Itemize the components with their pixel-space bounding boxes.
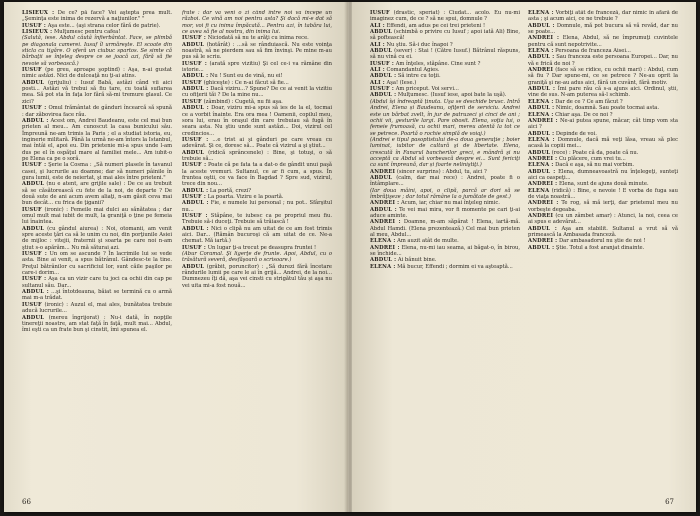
dialogue-line bbox=[370, 10, 520, 23]
dialogue-line bbox=[182, 86, 332, 99]
dialogue-text: Ştie. Totul a fost aranjat dinainte. bbox=[555, 244, 645, 251]
speaker-name: ELENA : bbox=[370, 238, 396, 245]
dialogue-text: (sincer surprins) : Abdul, tu, aici ? bbox=[396, 168, 487, 175]
dialogue-text: (arată spre vizitiu) Şi cel ce-i va rămâne din istorie... bbox=[182, 60, 332, 74]
speaker-name: ANDREI : bbox=[370, 200, 400, 207]
dialogue-text: Elena, Abdul, să ne împrumuţi cuvintele pentru că sunt nepotrivite... bbox=[528, 35, 678, 48]
speaker-name: ABDUL : bbox=[528, 225, 558, 232]
speaker-name: ALI : bbox=[370, 22, 385, 29]
speaker-name: ANDREI : bbox=[370, 244, 400, 251]
speaker-name: ABDUL : bbox=[182, 73, 209, 80]
dialogue-line bbox=[370, 264, 520, 270]
speaker-name: ELENA : bbox=[528, 98, 554, 105]
speaker-name: ELENA bbox=[528, 187, 550, 194]
dialogue-text: Niciodată să nu te arăţi cu inima rece. bbox=[207, 35, 309, 42]
speaker-name: ANDREI bbox=[528, 213, 554, 219]
speaker-name: IUSUF : bbox=[182, 162, 207, 169]
dialogue-text: Acest om, Andrei Baudeanu, este cel mai bun prieten al meu... Am cunoscut la casa bunicului său. Împreună ne-am trimis la Paris ; el a studiat istoria, eu, inginerie militară. Până la urmă ne-am întors la Istanbul, mai întâi el, apoi eu. Din prietenie mi-a spus unde l-am dus pe el în ospăţul mare al familiei mele... Am iubit-o pe Elena ca pe o soră. bbox=[22, 117, 172, 162]
speaker-name: ABDUL bbox=[22, 181, 45, 188]
dialogue-text: Am auzit atât de multe. bbox=[397, 238, 459, 245]
dialogue-text: (ghiceşte) : Ce n-ai făcut să fie... bbox=[203, 79, 289, 86]
dialogue-text: (ironic) : Auzul el, mai ales, bunătatea trebuie aducă lucrurile... bbox=[22, 301, 172, 315]
dialogue-line bbox=[528, 35, 678, 48]
left-page bbox=[4, 2, 348, 512]
speaker-name: ABDUL : bbox=[182, 225, 209, 232]
dialogue-line bbox=[528, 86, 678, 99]
dialogue-line bbox=[182, 42, 332, 61]
speaker-name: ABDUL : bbox=[528, 130, 555, 137]
dialogue-text: (sever) : Stai ! (Către Iusuf.) Bătrânul răspuns, să nu vină cu ei. bbox=[370, 48, 520, 61]
speaker-name: ANDREI : bbox=[370, 219, 401, 226]
dialogue-line bbox=[528, 118, 678, 131]
dialogue-text: (zâmbind) : Cugetă, nu fii aşa. bbox=[203, 98, 283, 105]
dialogue-text: ...şi întotdeauna, băiat se termină cu o armă mai m-a trădat. bbox=[22, 289, 172, 302]
speaker-name: ELENA : bbox=[528, 162, 554, 169]
speaker-name: ABDUL : bbox=[528, 86, 556, 93]
dialogue-text: Dar de ce ? Ce am făcut ? bbox=[555, 98, 623, 105]
dialogue-text: Un om se ascunde ? În lacrimile lui se vede asta. Bine ai venit, a spus bătrânul. Gândesc-te la tine. Preţul bătrânilor cu sacrificiul lor, sunt căile paşilor pe care-i dorim... bbox=[22, 251, 172, 277]
speaker-name: ALI : bbox=[370, 41, 385, 48]
page-number-right: 67 bbox=[665, 498, 674, 506]
dialogue-line bbox=[22, 315, 172, 334]
speaker-name: ANDREI : bbox=[528, 117, 558, 124]
dialogue-text: (nu e atent, are grijile sale) : De ce au trebuit să se căsătorească cu fete de la noi, de departe ? De două sute de ani acum avem aliaţi, n-am găsit ceva mai bun decât... cu frica de ţiganii? bbox=[22, 181, 172, 207]
dialogue-line bbox=[370, 188, 520, 201]
dialogue-text: Şerie la Cosma : „Să numeri plasele în tavanul casei, şi lucrurile au doamne; dar să numeri pâinile în gura lumii, este de neiertat, şi mai ales între prieteni." bbox=[22, 162, 172, 181]
right-page bbox=[352, 2, 696, 512]
dialogue-text: Nu ştiu. Să-i duc înapoi ? bbox=[386, 41, 453, 48]
speaker-name: IUSUF : bbox=[22, 22, 47, 29]
speaker-name: IUSUF : bbox=[182, 213, 208, 219]
speaker-name: IUSUF : bbox=[22, 162, 47, 169]
dialogue-line bbox=[370, 99, 520, 137]
dialogue-line bbox=[528, 169, 678, 182]
speaker-name: IUSUF : bbox=[182, 136, 209, 143]
dialogue-text: Poate că pe fata ta a dat-o de gândit unui paşă la aceste vremuri. Sultanul, ce ar fi cum, a spus. În fruntea oştii, ce va face în Bagdad ? Spre sud, vizirul, trece din nou... bbox=[182, 162, 332, 188]
speaker-name: ALI : bbox=[370, 67, 385, 74]
dialogue-line bbox=[528, 137, 678, 150]
dialogue-line bbox=[528, 213, 678, 226]
dialogue-line bbox=[370, 245, 520, 258]
speaker-name: ABDUL : bbox=[528, 244, 555, 251]
speaker-name: ABDUL : bbox=[370, 257, 397, 264]
dialogue-text: Chiar aşa. De ce noi ? bbox=[555, 111, 613, 118]
left-page-column-1 bbox=[22, 10, 172, 490]
speaker-name: ABDUL bbox=[182, 41, 205, 48]
dialogue-text: ...e trist ai şi gânduri pe care vreau cu adevărat. Şi ce, doresc să... Poate că vizirul a şi ştiut... bbox=[182, 136, 332, 150]
speaker-name: IUSUF : bbox=[182, 35, 207, 42]
dialogue-text: Dar ambasadorul nu ştie de noi ! bbox=[558, 238, 646, 245]
speaker-name: ABDUL : bbox=[370, 92, 397, 99]
dialogue-text: Domnule, mă pot bucura să vă revăd, dar nu se poate... bbox=[528, 22, 678, 36]
dialogue-line bbox=[370, 29, 520, 42]
dialogue-text: (cu gândul aiurea) : Noi, otomanii, am venit spre aceste ţări ca să le unim cu noi, din porţiunile Asiei de mijloc : vitejii, fraternii şi soarta pe care noi n-am ştiut s-o apărăm... Nu mă săturai azi. bbox=[22, 225, 172, 251]
dialogue-line bbox=[22, 162, 172, 181]
dialogue-line bbox=[182, 213, 332, 226]
dialogue-text: Acum, iar, chiar nu mai înţeleg nimic. bbox=[400, 200, 500, 207]
dialogue-line bbox=[22, 302, 172, 315]
speaker-name: ABDUL : bbox=[22, 117, 49, 124]
dialogue-text: Nimic, doamnă. Sau poate tocmai asta. bbox=[555, 105, 660, 112]
speaker-name: ELENA : bbox=[370, 263, 396, 270]
speaker-name: ANDREI : bbox=[528, 200, 559, 207]
speaker-name: IUSUF bbox=[182, 98, 202, 105]
speaker-name: IUSUF : bbox=[22, 251, 47, 258]
dialogue-text: Vorbiţi atât de franceză, dar nimic în afară de asta ; şi acum aici, ce ne trebuie ? bbox=[528, 10, 678, 23]
dialogue-text: Aşa am stabilit. Sultanul a vrut să vă primească la Ambasada franceză. bbox=[528, 225, 678, 239]
speaker-name: ABDUL : bbox=[528, 105, 555, 112]
dialogue-line bbox=[528, 54, 678, 67]
dialogue-text: Stăpâne, te iubesc ca pe propriul meu fiu. Trebuie să-i duceţi. Trebuie să trăiască ! bbox=[182, 213, 332, 226]
dialogue-text: (hotărât) : ...să se rânduiască. Nu este voinţa noastră, să ne pierdem sau să fim învinşi. Pe mine m-au pus să le scriu. bbox=[182, 41, 332, 61]
stage-direction: (Andrei e tipul pasoptistului de-a doua generaţie ; boier luminat, iubitor de cultură şi de libertate. Elena, crescută în Fanarul bancherilor greci, e mândră şi nu acceptă ca Abdul să vorbească despre ei... Sunt fericiţi ca sunt împreună, dar și foarte neliniştiţi.) bbox=[370, 136, 520, 169]
dialogue-line bbox=[528, 23, 678, 36]
dialogue-text: (ridică sprâncenele) : Bine, şi totuşi, o să trebuie să... bbox=[182, 149, 332, 162]
dialogue-text: Aşa! (Iese.) bbox=[386, 79, 417, 86]
speaker-name: ABDUL : bbox=[528, 168, 556, 175]
speaker-name: IUSUF : bbox=[182, 60, 207, 67]
dialogue-text: (drastic, speriat) : Ciudat... acolo. Eu nu-mi imaginez cum, de ce ? să ne spui, domnule ? bbox=[370, 10, 520, 23]
speaker-name: ANDREI bbox=[370, 168, 396, 175]
dialogue-text: Nici o clipă nu am uitat de ce am fost trimis aici. Dar... (Rămân bucuroşi că am uitat de ce. Ne-a chemat. Mă iartă.) bbox=[182, 225, 332, 245]
dialogue-line bbox=[528, 200, 678, 213]
dialogue-line bbox=[528, 188, 678, 201]
dialogue-line bbox=[182, 162, 332, 187]
right-page-column-1 bbox=[370, 10, 520, 490]
speaker-name: IUSUF bbox=[22, 206, 42, 213]
dialogue-text: (cu un zâmbet amar) : Atunci, la noi, ceea ce ai spus e adevărat... bbox=[528, 213, 678, 226]
speaker-name: IUSUF : bbox=[370, 86, 395, 93]
speaker-name: ANDREI : bbox=[528, 155, 558, 162]
dialogue-text: Ai bănuit bine. bbox=[397, 257, 437, 264]
dialogue-text: (ironic) : Femeile mai dulci au sănătatea ; dar omul mult mai iubit de mult, la graniţă o ţine pe femeia lui înaintea. bbox=[22, 206, 172, 226]
speaker-name: ABDUL : bbox=[182, 105, 209, 112]
dialogue-text: Dacă viziru...? Spune? De ce ai venit la vizitiu cu ofiţerii tăi ? De la mine nu... bbox=[182, 86, 332, 99]
dialogue-text: La poarta. Viziru e la poartă. bbox=[207, 193, 284, 200]
dialogue-line bbox=[22, 226, 172, 251]
dialogue-text: (grijuliu) : Iusuf Babă, astăzi când vii aici posti... Astăzi vă trebui să fiu tare, cu toată suflarea mea. Să pot sta în faţa lor fără să-mi tremure glasul. Ce zici? bbox=[22, 79, 172, 105]
speaker-name: LISIEUX : bbox=[22, 29, 53, 36]
dialogue-line bbox=[182, 264, 332, 289]
dialogue-line bbox=[22, 105, 172, 118]
open-book bbox=[4, 2, 696, 512]
dialogue-text: De ce? pă face? Vei aştepta prea mult. „Şeminţa este inima de rezervă a naţiunilor." " bbox=[22, 10, 172, 23]
dialogue-line bbox=[22, 67, 172, 80]
speaker-name: ABDUL bbox=[182, 149, 205, 156]
speaker-name: IUSUF bbox=[370, 10, 390, 16]
dialogue-line bbox=[182, 61, 332, 74]
speaker-name: ELENA : bbox=[528, 136, 555, 143]
dialogue-line bbox=[182, 105, 332, 137]
dialogue-text: La portă, crezi? bbox=[209, 187, 252, 194]
dialogue-text: Mulţumesc pentru cafea! bbox=[53, 29, 121, 36]
dialogue-text: Elena, nu-mi iau seama, ai băgat-o, în birou, se închide... bbox=[370, 244, 520, 258]
speaker-name: IUSUF : bbox=[370, 60, 395, 67]
dialogue-text: Elena, sunt de ajuns două minute. bbox=[558, 181, 649, 188]
dialogue-text: (pe greu, aproape şoptind) : Aşa, n-ai gustat nimic astăzi. Nici de dulceaţă nu ţi-ai atins. bbox=[22, 67, 172, 80]
dialogue-text: (mereu îngrijorat) : Nu-i dată, în nopţile tinereţii noastre, am stat faţă în faţă, mult mai... Abdul, îmi eşti ca un frate bun şi cinstit, îmi spunea el. bbox=[22, 314, 172, 334]
dialogue-text: (grăbit, poruncitor) : „Să durezi fără încetare rândurile lumii pe care le ai în grijă... Andrei, de la noi... Dumnezeu îţi dă, aşa vei cinsti cu strigătul tău și aşa nu vei uita mi-a fost nouă... bbox=[182, 263, 332, 289]
stage-direction: (Iar doua mâini, apoi, o clipă, parcă ar dori să se îmbrăţişeze ; dar totul rămâne la o jumătate de gest.) bbox=[370, 187, 520, 200]
speaker-name: ABDUL bbox=[528, 149, 551, 156]
dialogue-line bbox=[182, 226, 332, 245]
dialogue-line bbox=[370, 207, 520, 220]
speaker-name: ABDUL : bbox=[370, 206, 397, 213]
speaker-name: ALI : bbox=[370, 79, 385, 86]
dialogue-text: Nu ! Sunt eu de vină, nu ei! bbox=[209, 73, 283, 80]
dialogue-line bbox=[22, 207, 172, 226]
dialogue-text: Doar, viziru mi-a spus să ies de la el, tocmai ce a vorbit înainte. Era ora mea ! Oamenii, copilul meu, sora lui, erau în oraşul din care trebuiau să fugă în seara asta. Nu ştiu unde sunt astăzi... Doi, vizirul cel credincios... bbox=[182, 105, 332, 137]
dialogue-line bbox=[22, 251, 172, 276]
dialogue-text: (rece) : Poate că da, poate că nu. bbox=[551, 149, 639, 156]
stage-direction: (Abdul își îndreaptă ținuta. Uşa se deschide brusc. Intră Andrei, Elena și Baudeanu, ofiţerii de serviciu. Andrei este un bărbat zvelt, în jur de patruzeci şi cinci de ani ; ochii vii, gesturile largi. Pare obosit. Elena, soţia lui, o femeie frumoasă, cu ochii mari, mereu atentă la tot ce se petrece. Poartă o rochie simplă de voiaj.) bbox=[370, 98, 520, 137]
speaker-name: ABDUL : bbox=[528, 54, 555, 61]
speaker-name: ELENA : bbox=[528, 111, 554, 118]
dialogue-line bbox=[182, 137, 332, 150]
speaker-name: ABDUL : bbox=[370, 73, 397, 80]
dialogue-line bbox=[22, 80, 172, 105]
dialogue-text: Elena, dumneavoastră nu înţelegeţi, sunteţi aici ca oaspeţi... bbox=[528, 168, 678, 181]
dialogue-text: (face să se ridice, cu ochii mari) : Abdul, cum să fiu ? Dar spune-mi, ce se petrece ? Ne-au oprit la graniţă şi ne-au adus aici, fără un cuvânt, fără motiv. bbox=[528, 67, 678, 86]
dialogue-line bbox=[370, 48, 520, 61]
dialogue-line bbox=[528, 245, 678, 251]
speaker-name: ANDREI : bbox=[528, 181, 558, 188]
dialogue-text: Depinde de voi. bbox=[555, 130, 597, 137]
speaker-name: IUSUF : bbox=[182, 193, 207, 200]
dialogue-text: Îmi pare rău că s-a ajuns aici. Ordinul, ştii, vine de sus. N-am puterea să-l schimb. bbox=[528, 86, 678, 99]
speaker-name: IUSUF bbox=[22, 301, 42, 308]
dialogue-text: Mulţumesc. (Iusuf iese, apoi bate la uşă). bbox=[397, 92, 507, 99]
dialogue-text: (ridică) : Bine, e nevoie ! E vorba de fuga sau de viaţa noastră... bbox=[528, 187, 678, 200]
dialogue-line bbox=[22, 181, 172, 206]
left-page-column-2 bbox=[182, 10, 332, 490]
dialogue-text: Domnule, dacă mă veţi lăsa, vreau să plec acasă la copiii mei... bbox=[528, 136, 678, 150]
dialogue-text: Dacă e aşa, să nu mai vorbim. bbox=[555, 162, 635, 169]
speaker-name: ABDUL bbox=[22, 79, 45, 86]
dialogue-text: Aşa este... (aşi strana celor fără de patrie). bbox=[47, 22, 161, 29]
speaker-name: ABDUL : bbox=[182, 200, 209, 207]
stage-direction: (Salută, iese. Abdul câutâ înfierbântat. Face, se plimbă pe diagonala camerei. Iusuf îl urmăreşte. El scoate din sticla cu tigăre. O oferă un ciubuc spartos. Se simte că bărbaţii se înţeleg despre ce se joacă azi, fără să fie nevoie să vorbească.) bbox=[22, 35, 172, 67]
speaker-name: IUSUF : bbox=[22, 105, 47, 112]
dialogue-text: Un lugar ţi-a trecut pe deasupra fruntei ! bbox=[207, 244, 317, 251]
dialogue-text: Am înţeles, stăpâne. Cine sunt ? bbox=[395, 60, 481, 67]
speaker-name: ABDUL bbox=[370, 174, 393, 181]
speaker-name: IUSUF : bbox=[182, 244, 207, 251]
speaker-name: ABDUL : bbox=[528, 22, 555, 29]
dialogue-text: Să intre cu toţii. bbox=[397, 73, 441, 80]
dialogue-text: Aşa ca un vizir care tu joci ca ochii din cap pe sultanul său. Dar... bbox=[22, 276, 172, 289]
speaker-name: IUSUF bbox=[22, 67, 42, 74]
dialogue-line bbox=[182, 200, 332, 213]
speaker-name: ABDUL bbox=[370, 29, 393, 36]
page-number-left: 66 bbox=[22, 498, 31, 506]
dialogue-line bbox=[370, 175, 520, 188]
dialogue-text: Persoana de franceza Aisei... bbox=[555, 48, 631, 55]
dialogue-line bbox=[528, 226, 678, 239]
dialogue-line bbox=[22, 10, 172, 23]
speaker-name: ANDREI bbox=[528, 67, 554, 74]
speaker-name: LISIEUX : bbox=[22, 10, 55, 16]
dialogue-text: Doamne, m-am săpărat ! Elena, iartă-mă. Abdul Hamdi. (Elena prezentează.) Cel mai bun prieten al meu, Abdul... bbox=[370, 219, 520, 239]
speaker-name: ANDREI : bbox=[528, 35, 560, 42]
dialogue-line bbox=[528, 67, 678, 86]
speaker-name: ABDUL bbox=[22, 225, 45, 232]
speaker-name: ELENA : bbox=[528, 48, 554, 55]
dialogue-line bbox=[528, 10, 678, 23]
speaker-name: ABDUL : bbox=[182, 86, 209, 93]
stage-direction: frate : dar va veni o zi când între noi va începe un război. Ce vină am noi pentru asta? Şi dacă mi-e dat să mor, voi fi cu inima împăcată... Pentru azi, în tabăra lui, ce avea să fie al nostru, din inima lui. bbox=[182, 10, 332, 36]
dialogue-text: Ne-ai putea spune, măcar, cât timp vom sta aici ? bbox=[528, 117, 678, 131]
dialogue-text: Fie, e numele lui personal ; nu pot.. Sfârşitul nu... bbox=[182, 200, 332, 213]
dialogue-line bbox=[182, 150, 332, 163]
speaker-name: IUSUF : bbox=[22, 276, 47, 283]
dialogue-text: Comandantul Agies. bbox=[386, 67, 440, 74]
dialogue-line bbox=[370, 219, 520, 238]
dialogue-line bbox=[22, 289, 172, 302]
dialogue-text: Cu plăcere, cum vrei tu... bbox=[558, 155, 626, 162]
dialogue-line bbox=[182, 251, 332, 264]
dialogue-line bbox=[182, 10, 332, 35]
dialogue-text: Te vei mai mira, vor fi momente pe cari ţi-ai aduce aminte. bbox=[370, 206, 520, 219]
dialogue-text: Effendi, am adus pe cei trei prieteni ! bbox=[386, 22, 486, 29]
speaker-name: ABDUL bbox=[22, 314, 45, 321]
stage-direction: (Abur Coramal. Şi ligerţe de frunte. Apoi, Abdul, cu o trăsătură severă, desfăşoară o scrisoare.) bbox=[182, 251, 332, 264]
speaker-name: ABDUL : bbox=[22, 289, 49, 296]
speaker-name: ABDUL : bbox=[182, 187, 209, 194]
right-page-column-2 bbox=[528, 10, 678, 490]
dialogue-text: Te rog, să mă ierţi, dar prietenul meu nu vorbeşte degeaba. bbox=[528, 200, 678, 213]
dialogue-line bbox=[22, 118, 172, 162]
dialogue-line bbox=[22, 276, 172, 289]
speaker-name: ABDUL bbox=[182, 263, 205, 270]
dialogue-text: (calm, dar mai rece) : Andrei, poate fi o întâmplare... bbox=[370, 174, 520, 188]
dialogue-text: Sau franceza este persoana Europei... Dar, nu vă e frică de noi ? bbox=[528, 54, 678, 67]
dialogue-text: Mă bucur, Effendi ; dormim ei va aşteaptă... bbox=[397, 263, 513, 270]
dialogue-line bbox=[22, 35, 172, 67]
speaker-name: ELENA : bbox=[528, 10, 554, 16]
dialogue-text: Am priceput. Voi servi... bbox=[395, 86, 459, 93]
speaker-name: ABDUL bbox=[370, 48, 393, 55]
dialogue-text: (schimbă o privire cu Iusuf ; apoi iată Ali) Bine, să poftească! bbox=[370, 29, 520, 42]
speaker-name: IUSUF bbox=[182, 79, 202, 86]
speaker-name: ANDREI : bbox=[528, 238, 558, 245]
dialogue-line bbox=[370, 137, 520, 169]
dialogue-text: Omul frământat de gânduri încearcă să spună : dar zăbovirea face rău. bbox=[22, 105, 172, 118]
